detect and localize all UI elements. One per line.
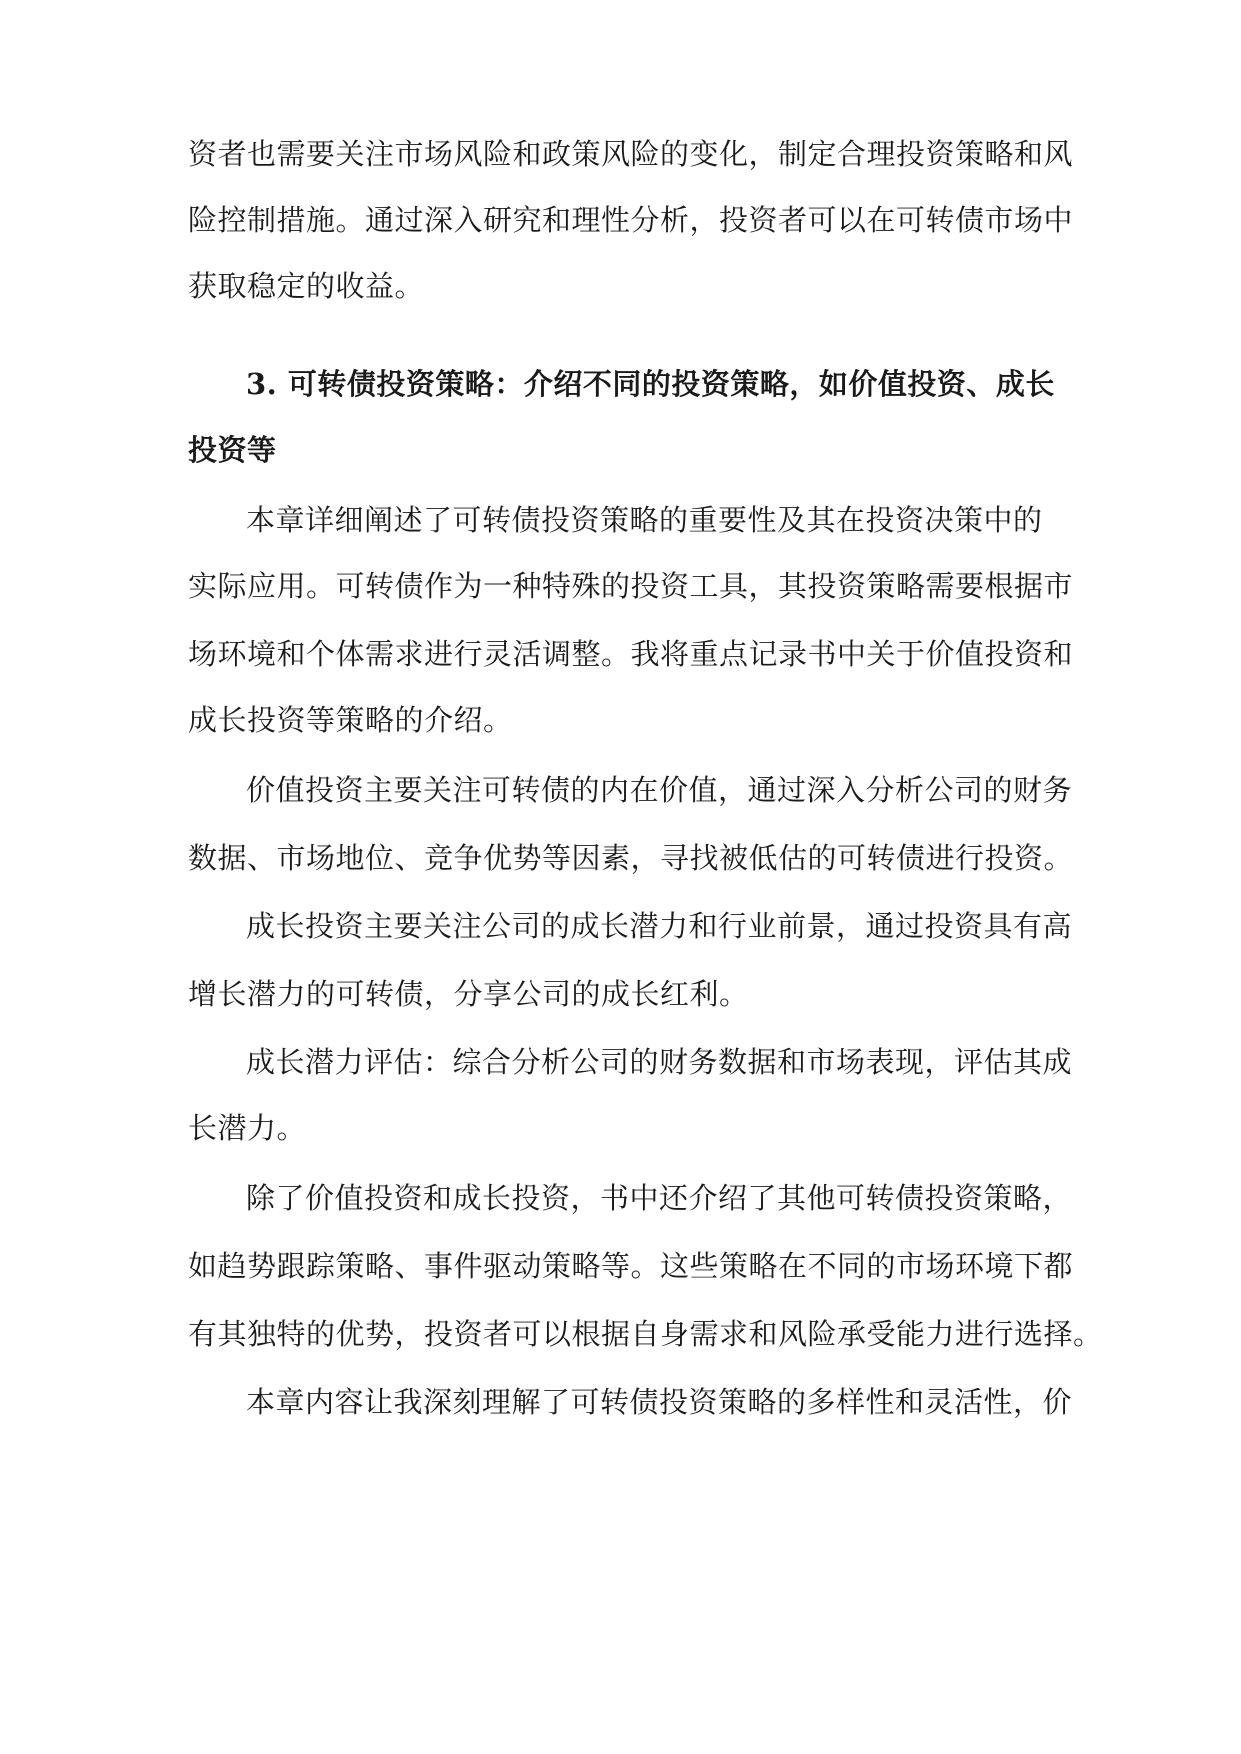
section-heading: 3. 可转债投资策略：介绍不同的投资策略，如价值投资、成长 xyxy=(246,367,1055,401)
paragraph-line: 本章详细阐述了可转债投资策略的重要性及其在投资决策中的 xyxy=(246,503,1043,537)
paragraph-line: 除了价值投资和成长投资，书中还介绍了其他可转债投资策略， xyxy=(246,1181,1073,1215)
paragraph-line: 长潜力。 xyxy=(188,1111,307,1145)
paragraph-line: 资者也需要关注市场风险和政策风险的变化，制定合理投资策略和风 xyxy=(188,137,1074,171)
paragraph-line: 数据、市场地位、竞争优势等因素，寻找被低估的可转债进行投资。 xyxy=(188,841,1074,875)
paragraph-line: 增长潜力的可转债，分享公司的成长红利。 xyxy=(188,977,749,1011)
paragraph-line: 成长潜力评估：综合分析公司的财务数据和市场表现，评估其成 xyxy=(246,1045,1073,1079)
paragraph-line: 成长投资主要关注公司的成长潜力和行业前景，通过投资具有高 xyxy=(246,909,1073,943)
paragraph-line: 险控制措施。通过深入研究和理性分析，投资者可以在可转债市场中 xyxy=(188,203,1074,237)
paragraph-line: 成长投资等策略的介绍。 xyxy=(188,703,513,737)
paragraph-line: 如趋势跟踪策略、事件驱动策略等。这些策略在不同的市场环境下都 xyxy=(188,1249,1074,1283)
paragraph-line: 本章内容让我深刻理解了可转债投资策略的多样性和灵活性，价 xyxy=(246,1385,1073,1419)
paragraph-line: 场环境和个体需求进行灵活调整。我将重点记录书中关于价值投资和 xyxy=(188,637,1074,671)
paragraph-line: 价值投资主要关注可转债的内在价值，通过深入分析公司的财务 xyxy=(246,773,1073,807)
paragraph-line: 实际应用。可转债作为一种特殊的投资工具，其投资策略需要根据市 xyxy=(188,569,1074,603)
paragraph-line: 获取稳定的收益。 xyxy=(188,269,425,303)
paragraph-line: 有其独特的优势，投资者可以根据自身需求和风险承受能力进行选择。 xyxy=(188,1317,1103,1351)
section-heading-continued: 投资等 xyxy=(188,433,277,467)
